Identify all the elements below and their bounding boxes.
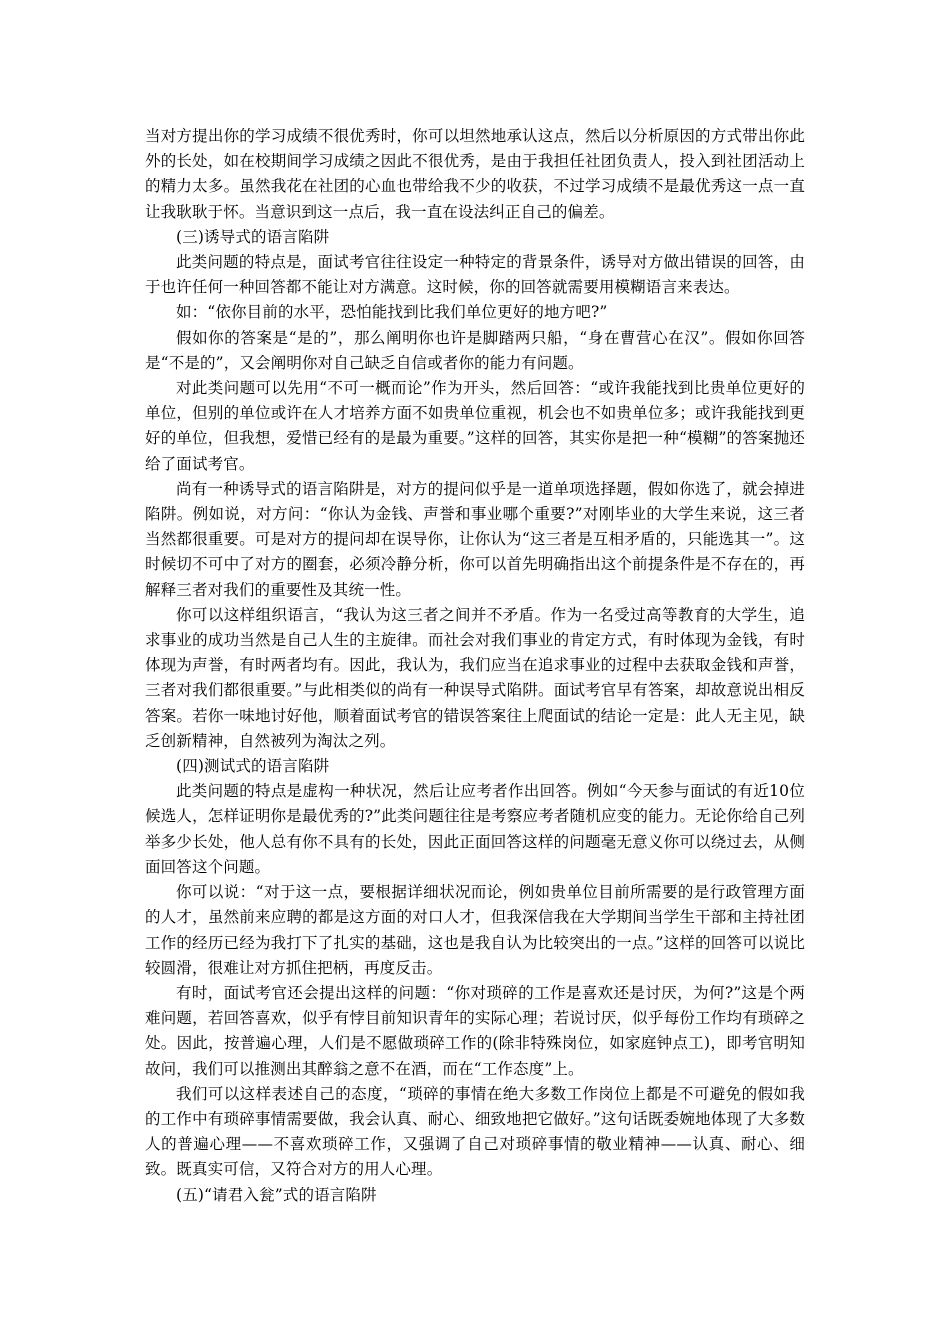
paragraph: 我们可以这样表述自己的态度，“琐碎的事情在绝大多数工作岗位上都是不可避免的假如我的工作中有琐碎事情需要做，我会认真、耐心、细致地把它做好。”这句话既委婉地体现了大多数人的普遍心理——不喜欢琐碎工作，又强调了自己对琐碎事情的敬业精神——认真、耐心、细致。既真实可信，又符合对方的用人心理。 (145, 1084, 805, 1179)
section-heading-4: (四)测试式的语言陷阱 (176, 757, 330, 776)
paragraph: 此类问题的特点是虚构一种状况，然后让应考者作出回答。例如“今天参与面试的有近10位候选人，怎样证明你是最优秀的?”此类问题往往是考察应考者随机应变的能力。无论你给自己列举多少长处，他人总有你不具有的长处，因此正面回答这样的问题毫无意义你可以绕过去，从侧面回答这个问题。 (145, 782, 805, 876)
paragraph: 对此类问题可以先用“不可一概而论”作为开头，然后回答：“或许我能找到比贵单位更好的单位，但别的单位或许在人才培养方面不如贵单位重视，机会也不如贵单位多；或许我能找到更好的单位，但我想，爱惜已经有的是最为重要。”这样的回答，其实你是把一种“模糊”的答案抛还给了面试考官。 (145, 379, 805, 473)
paragraph: 假如你的答案是“是的”，那么阐明你也许是脚踏两只船，“身在曹营心在汉”。假如你回答是“不是的”，又会阐明你对自己缺乏自信或者你的能力有问题。 (145, 328, 805, 372)
paragraph: 你可以说：“对于这一点，要根据详细状况而论，例如贵单位目前所需要的是行政管理方面的人才，虽然前来应聘的都是这方面的对口人才，但我深信我在大学期间当学生干部和主持社团工作的经历已经为我打下了扎实的基础，这也是我自认为比较突出的一点。”这样的回答可以说比较圆滑，很难让对方抓住把柄，再度反击。 (145, 883, 805, 977)
paragraph: 如：“依你目前的水平，恐怕能找到比我们单位更好的地方吧?” (176, 303, 608, 322)
paragraph: 你可以这样组织语言，“我认为这三者之间并不矛盾。作为一名受过高等教育的大学生，追求事业的成功当然是自己人生的主旋律。而社会对我们事业的肯定方式，有时体现为金钱，有时体现为声誉，有时两者均有。因此，我认为，我们应当在追求事业的过程中去获取金钱和声誉，三者对我们都很重要。”与此相类似的尚有一种误导式陷阱。面试考官早有答案，却故意说出相反答案。若你一味地讨好他，顺着面试考官的错误答案往上爬面试的结论一定是：此人无主见，缺乏创新精神，自然被列为淘汰之列。 (145, 605, 805, 750)
section-heading-3: (三)诱导式的语言陷阱 (176, 227, 330, 246)
paragraph: 尚有一种诱导式的语言陷阱是，对方的提问似乎是一道单项选择题，假如你选了，就会掉进陷阱。例如说，对方问：“你认为金钱、声誉和事业哪个重要?”对刚毕业的大学生来说，这三者当然都很重要。可是对方的提问却在误导你，让你认为“这三者是互相矛盾的，只能选其一”。这时候切不可中了对方的圈套，必须冷静分析，你可以首先明确指出这个前提条件是不存在的，再解释三者对我们的重要性及其统一性。 (145, 479, 805, 599)
paragraph-continuation: 当对方提出你的学习成绩不很优秀时，你可以坦然地承认这点，然后以分析原因的方式带出你此外的长处，如在校期间学习成绩之因此不很优秀，是由于我担任社团负责人，投入到社团活动上的精力太多。虽然我花在社团的心血也带给我不少的收获，不过学习成绩不是最优秀这一点一直让我耿耿于怀。当意识到这一点后，我一直在设法纠正自己的偏差。 (145, 127, 805, 221)
paragraph: 有时，面试考官还会提出这样的问题：“你对琐碎的工作是喜欢还是讨厌，为何?”这是个两难问题，若回答喜欢，似乎有悖目前知识青年的实际心理；若说讨厌，似乎每份工作均有琐碎之处。因此，按普遍心理，人们是不愿做琐碎工作的(除非特殊岗位，如家庭钟点工)，即考官明知故问，我们可以推测出其醉翁之意不在酒，而在“工作态度”上。 (145, 983, 805, 1078)
document-body (145, 124, 805, 1208)
paragraph: 此类问题的特点是，面试考官往往设定一种特定的背景条件，诱导对方做出错误的回答，由于也许任何一种回答都不能让对方满意。这时候，你的回答就需要用模糊语言来表达。 (145, 253, 805, 297)
section-heading-5: (五)“请君入瓮”式的语言陷阱 (176, 1185, 377, 1204)
